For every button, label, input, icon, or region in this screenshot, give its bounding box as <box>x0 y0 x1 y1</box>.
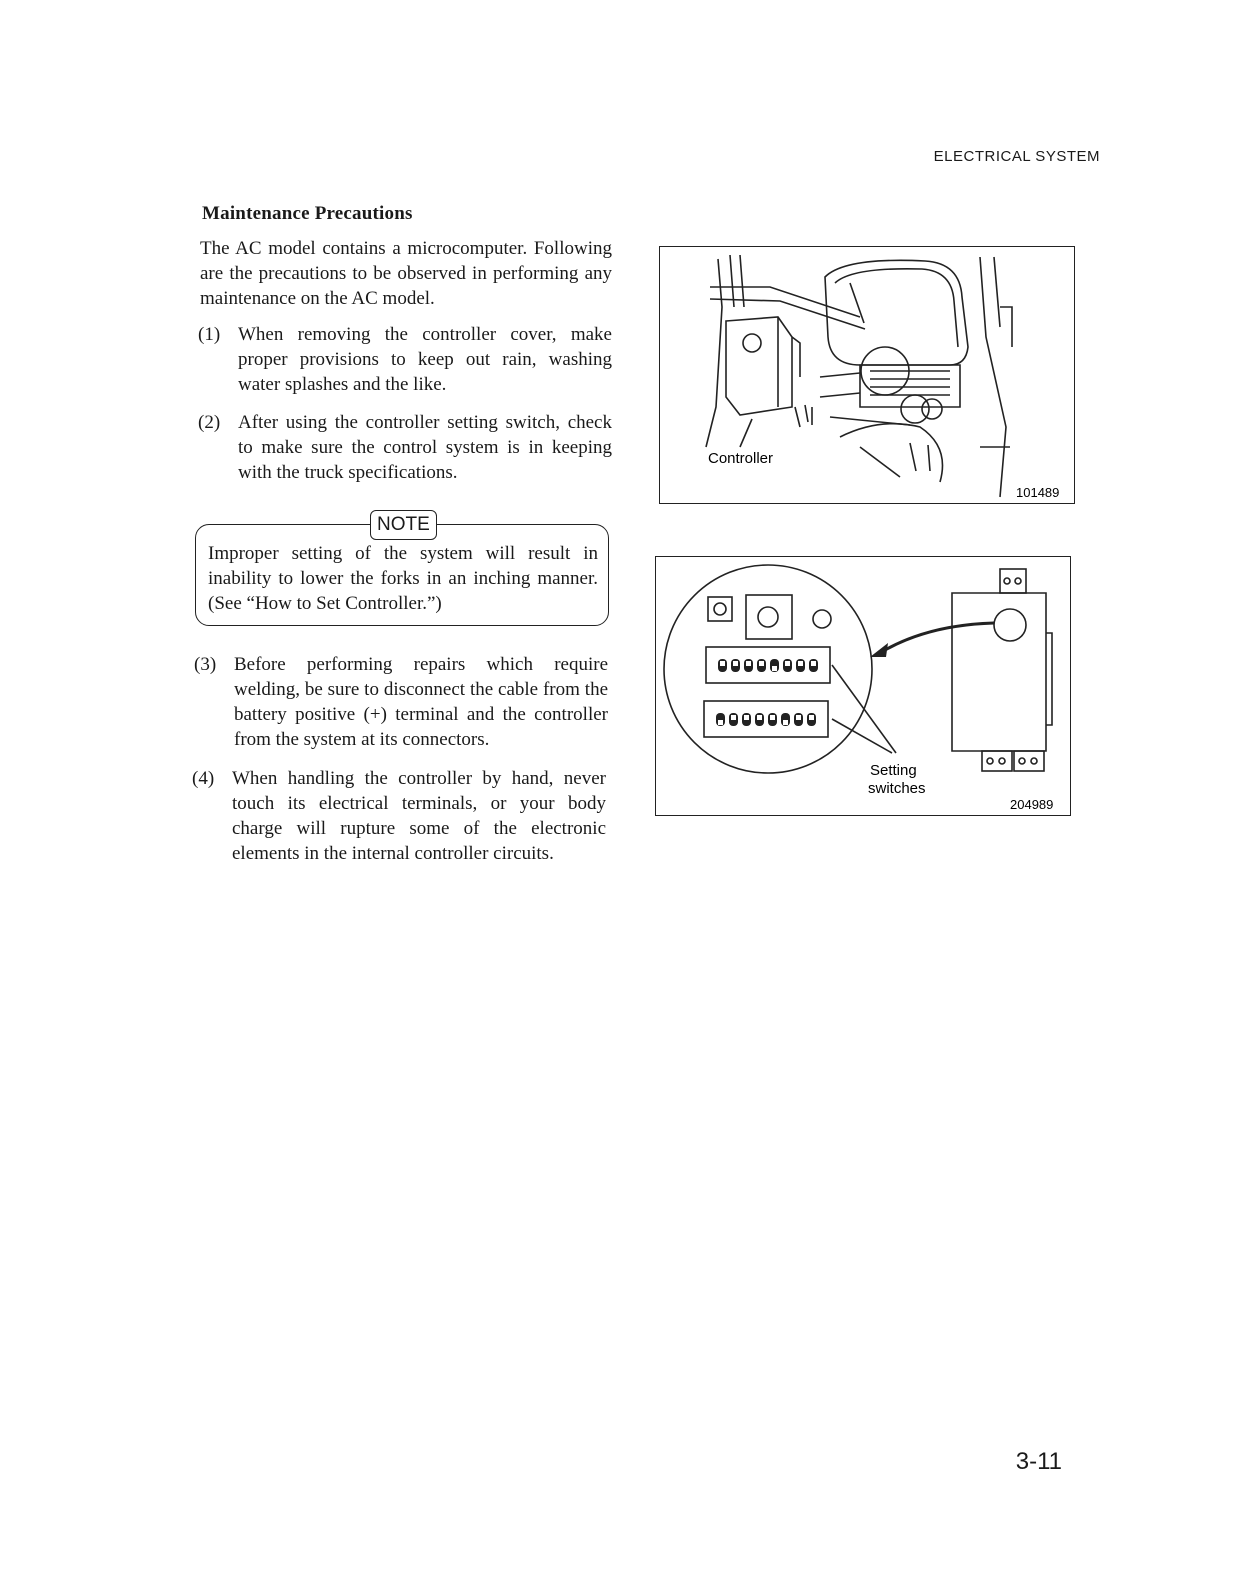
note-text: Improper setting of the system will result in inability to lower the forks in an inching manner. (See “How to Set Controller.”) <box>208 543 598 614</box>
item-text: Before performing repairs which require welding, be sure to disconnect the cable from the battery positive (+) terminal and the controller from the system at its connectors. <box>234 654 608 750</box>
note-label: NOTE <box>370 510 437 540</box>
intro-paragraph: The AC model contains a microcomputer. Following are the precautions to be observed in performing any maintenance on the AC model. <box>200 238 612 309</box>
item-text: When handling the controller by hand, never touch its electrical terminals, or your body charge will rupture some of the electronic elements in the internal controller circuits. <box>232 768 606 864</box>
list-item <box>192 766 606 866</box>
list-item <box>194 652 608 752</box>
figure-label: Controller <box>708 450 774 467</box>
controller-illustration <box>660 247 1076 505</box>
list-item <box>198 410 612 485</box>
figure-code: 204989 <box>1010 797 1054 812</box>
item-text: After using the controller setting switch, check to make sure the control system is in keeping with the truck specifications. <box>238 412 612 483</box>
figure-label-line1: Setting <box>870 762 917 779</box>
setting-switches-figure <box>655 556 1071 816</box>
running-header: ELECTRICAL SYSTEM <box>933 148 1100 165</box>
figure-code: 101489 <box>1016 485 1060 500</box>
figure-label-line2: switches <box>868 780 926 797</box>
controller-location-figure <box>659 246 1075 504</box>
list-item <box>198 322 612 397</box>
item-number: (2) <box>198 412 221 433</box>
item-text: When removing the controller cover, make proper provisions to keep out rain, washing water splashes and the like. <box>238 324 612 395</box>
setting-switches-illustration <box>656 557 1072 817</box>
page-number: 3-11 <box>1015 1448 1062 1475</box>
item-number: (3) <box>194 654 217 675</box>
item-number: (4) <box>192 768 215 789</box>
item-number: (1) <box>198 324 221 345</box>
section-title: Maintenance Precautions <box>202 203 413 224</box>
